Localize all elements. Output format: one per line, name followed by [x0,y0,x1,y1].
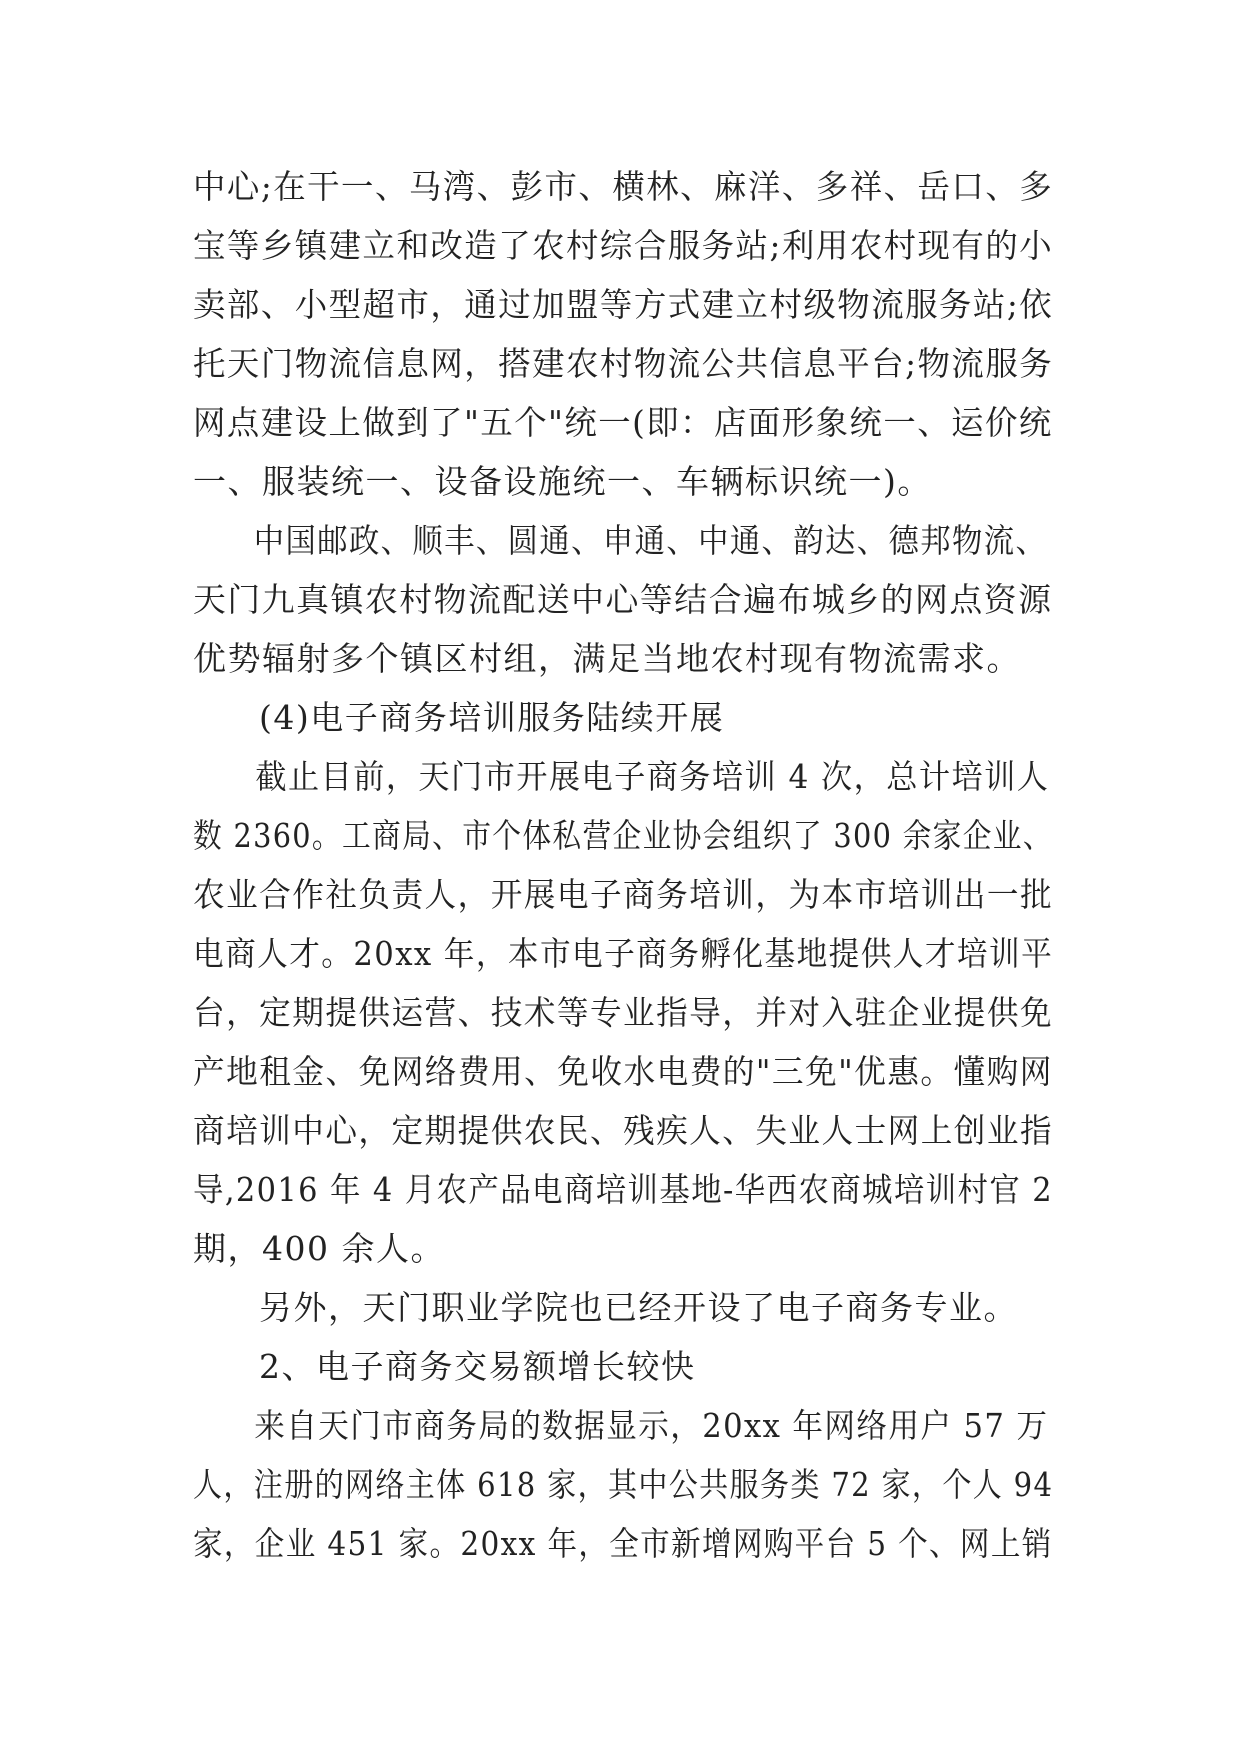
text-line: 台，定期提供运营、技术等专业指导，并对入驻企业提供免 [193,993,1054,1032]
text-line: 网点建设上做到了"五个"统一(即：店面形象统一、运价统 [193,403,1053,442]
text-line: 数 2360。工商局、市个体私营企业协会组织了 300 余家企业、 [193,816,1053,855]
text-line: 来自天门市商务局的数据显示，20xx 年网络用户 57 万 [254,1406,1049,1445]
text-line: 期，400 余人。 [193,1229,445,1268]
text-line: 截止目前，天门市开展电子商务培训 4 次，总计培训人 [255,757,1050,796]
text-line: 天门九真镇农村物流配送中心等结合遍布城乡的网点资源 [193,580,1053,619]
text-line: 导,2016 年 4 月农产品电商培训基地-华西农商城培训村官 2 [193,1170,1054,1209]
text-line: 人，注册的网络主体 618 家，其中公共服务类 72 家，个人 94 [193,1465,1054,1504]
text-line: 宝等乡镇建立和改造了农村综合服务站;利用农村现有的小 [193,226,1054,265]
text-line: 优势辐射多个镇区村组，满足当地农村现有物流需求。 [193,639,1021,678]
text-line: 托天门物流信息网，搭建农村物流公共信息平台;物流服务 [193,344,1054,383]
text-line: 2、电子商务交易额增长较快 [259,1347,696,1386]
text-line: 电商人才。20xx 年，本市电子商务孵化基地提供人才培训平 [193,934,1054,973]
text-line: 农业合作社负责人，开展电子商务培训，为本市培训出一批 [193,875,1054,914]
document-body [193,157,1053,1573]
text-line: 家，企业 451 家。20xx 年，全市新增网购平台 5 个、网上销 [193,1524,1053,1563]
text-line: (4)电子商务培训服务陆续开展 [259,698,725,737]
text-line: 中国邮政、顺丰、圆通、申通、中通、韵达、德邦物流、 [253,521,1048,560]
text-line: 商培训中心，定期提供农民、残疾人、失业人士网上创业指 [193,1111,1054,1150]
text-line: 产地租金、免网络费用、免收水电费的"三免"优惠。懂购网 [193,1052,1053,1091]
text-line: 中心;在干一、马湾、彭市、横林、麻洋、多祥、岳口、多 [193,167,1054,206]
text-line: 一、服装统一、设备设施统一、车辆标识统一)。 [193,462,932,501]
text-line: 另外，天门职业学院也已经开设了电子商务专业。 [259,1288,1018,1327]
text-line: 卖部、小型超市，通过加盟等方式建立村级物流服务站;依 [193,285,1054,324]
